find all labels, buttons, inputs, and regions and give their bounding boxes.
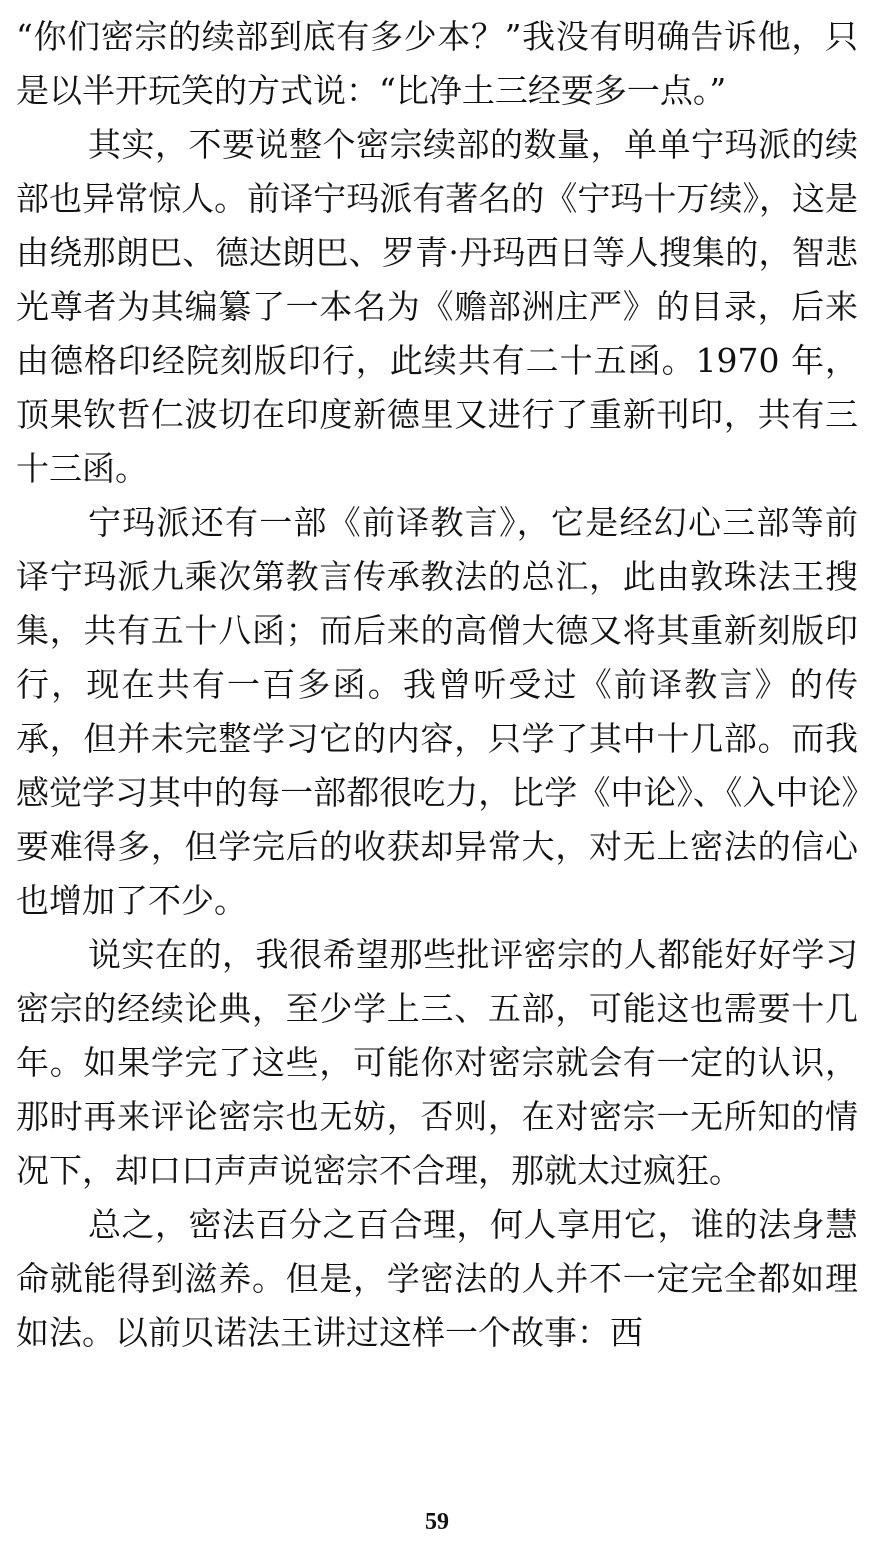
paragraph-early-translation-teachings: 宁玛派还有一部《前译教言》，它是经幻心三部等前译宁玛派九乘次第教言传承教法的总汇，此由敦珠法王搜集，共有五十八函；而后来的高僧大德又将其重新刻版印行，现在共有一百多函。我曾听受过《前译教言》的传承，但并未完整学习它的内容，只学了其中十几部。而我感觉学习其中的每一部都很吃力，比学《中论》、《入中论》要难得多，但学完后的收获却异常大，对无上密法的信心也增加了不少。 bbox=[16, 503, 858, 920]
body-text bbox=[16, 10, 858, 1360]
paragraph-conclusion: 总之，密法百分之百合理，何人享用它，谁的法身慧命就能得到滋养。但是，学密法的人并不一定完全都如理如法。以前贝诺法王讲过这样一个故事：西 bbox=[16, 1205, 858, 1352]
paragraph-critics: 说实在的，我很希望那些批评密宗的人都能好好学习密宗的经续论典，至少学上三、五部，可能这也需要十几年。如果学完了这些，可能你对密宗就会有一定的认识，那时再来评论密宗也无妨，否则，在对密宗一无所知的情况下，却口口声声说密宗不合理，那就太过疯狂。 bbox=[16, 935, 858, 1190]
paragraph-nyingma-tantras: 其实，不要说整个密宗续部的数量，单单宁玛派的续部也异常惊人。前译宁玛派有著名的《宁玛十万续》，这是由绕那朗巴、德达朗巴、罗青·丹玛西日等人搜集的，智悲光尊者为其编纂了一本名为《赡部洲庄严》的目录，后来由德格印经院刻版印行，此续共有二十五函。1970 年，顶果钦哲仁波切在印度新德里又进行了重新刊印，共有三十三函。 bbox=[16, 125, 858, 488]
paragraph-continued: “你们密宗的续部到底有多少本？”我没有明确告诉他，只是以半开玩笑的方式说：“比净土三经要多一点。” bbox=[16, 17, 858, 110]
page-number: 59 bbox=[425, 1509, 449, 1535]
